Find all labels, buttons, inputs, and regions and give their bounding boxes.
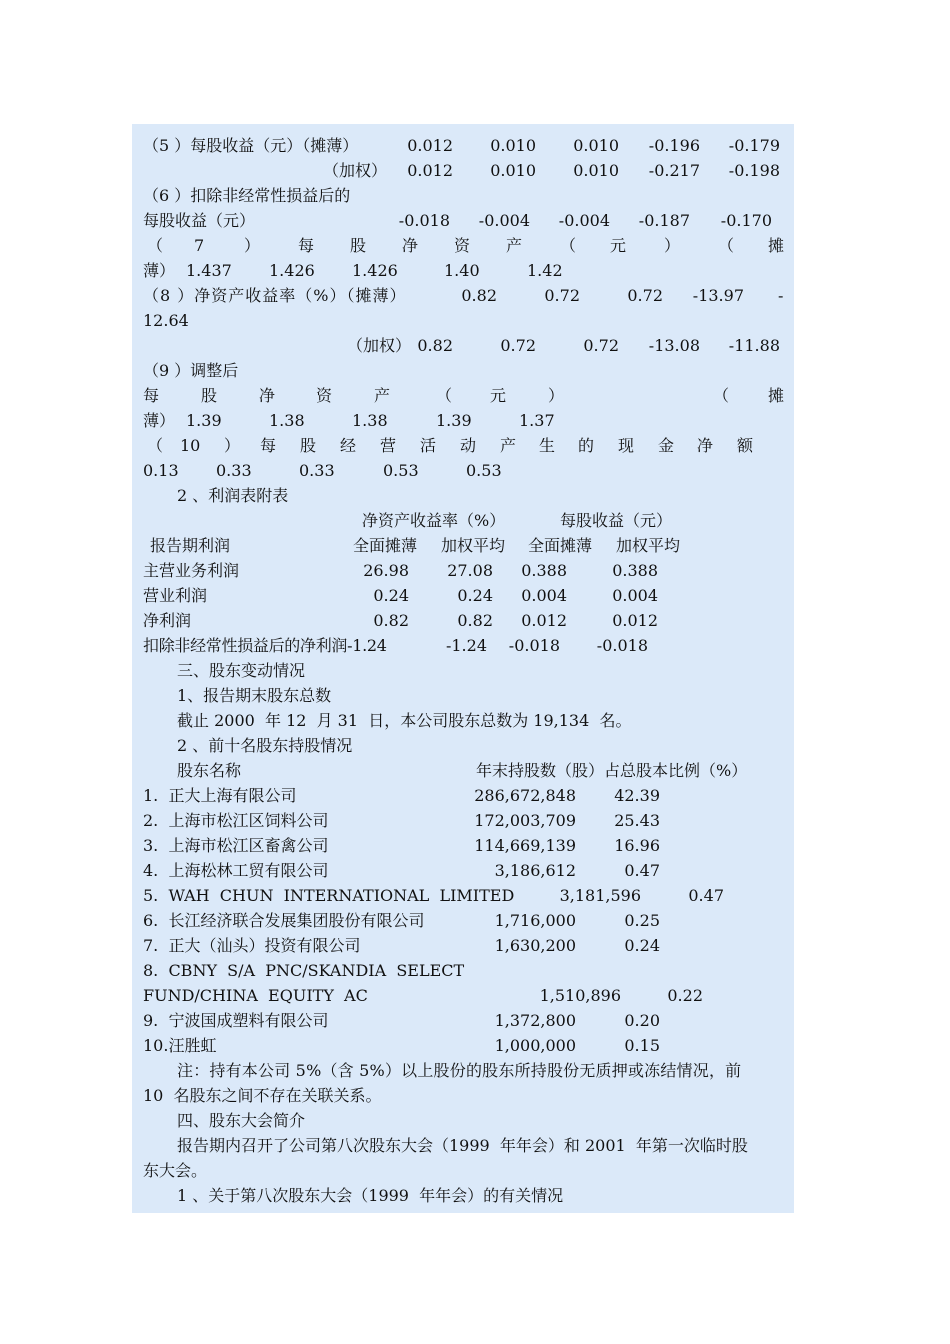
value-cell: 0.72: [544, 286, 580, 305]
item-label: （6 ）扣除非经常性损益后的: [143, 186, 351, 205]
value-cell: -0.170: [720, 211, 772, 230]
justified-char: （: [147, 236, 164, 255]
justified-char: ）: [548, 386, 565, 405]
justified-char: 摊: [768, 236, 785, 255]
value-cell: 0.010: [573, 161, 619, 180]
justified-char: 产: [374, 386, 391, 405]
table-row-label: 扣除非经常性损益后的净利润-1.24: [143, 636, 387, 655]
value-cell: -0.196: [648, 136, 700, 155]
justified-char: 元: [490, 386, 507, 405]
shareholder-pct: 25.43: [614, 811, 660, 830]
justified-char: 7: [194, 236, 205, 255]
table-header: 加权平均: [441, 536, 506, 555]
value-cell: 0.82: [417, 336, 453, 355]
shareholder-name: 3. 上海市松江区畜禽公司: [143, 836, 329, 855]
value-cell: 1.426: [352, 261, 398, 280]
shareholder-pct: 0.47: [624, 861, 660, 880]
value-cell: 1.426: [269, 261, 315, 280]
value-cell: -0.198: [728, 161, 780, 180]
justified-char: ）: [224, 436, 241, 455]
justified-char: 净: [697, 436, 714, 455]
note-paragraph: 10 名股东之间不存在关联关系。: [143, 1086, 382, 1105]
item-label: 每股收益（元）: [143, 211, 256, 230]
shareholder-name: 4. 上海松林工贸有限公司: [143, 861, 329, 880]
table-cell: 0.24: [373, 586, 409, 605]
justified-char: 10: [180, 436, 201, 455]
shareholder-name: 9. 宁波国成塑料有限公司: [143, 1011, 329, 1030]
item-label: （9 ）调整后: [143, 361, 239, 380]
value-cell: 1.38: [352, 411, 388, 430]
value-cell: 0.010: [573, 136, 619, 155]
justified-char: 每: [260, 436, 277, 455]
shareholder-pct: 0.15: [624, 1036, 660, 1055]
justified-char: 生: [539, 436, 556, 455]
shareholder-name: 2. 上海市松江区饲料公司: [143, 811, 329, 830]
table-cell: 0.82: [457, 611, 493, 630]
justified-char: 的: [578, 436, 595, 455]
shareholder-name: 10.汪胜虹: [143, 1036, 217, 1055]
shareholder-shares: 1,000,000: [494, 1036, 576, 1055]
shareholder-shares: 1,510,896: [539, 986, 621, 1005]
table-cell: 27.08: [447, 561, 493, 580]
justified-char: 股: [201, 386, 218, 405]
value-cell: 1.37: [519, 411, 555, 430]
table-header: 报告期利润: [150, 536, 231, 555]
value-cell: 0.72: [583, 336, 619, 355]
value-cell: 1.437: [186, 261, 232, 280]
justified-char: （: [560, 236, 577, 255]
item-label: 薄）: [143, 411, 176, 430]
section-heading: 三、股东变动情况: [177, 661, 306, 680]
value-cell: 1.39: [186, 411, 222, 430]
justified-char: 动: [460, 436, 477, 455]
shareholder-name: 5. WAH CHUN INTERNATIONAL LIMITED: [143, 886, 515, 905]
table-cell: -0.018: [596, 636, 648, 655]
justified-char: 元: [610, 236, 627, 255]
justified-char: ）: [664, 236, 681, 255]
table-cell: -1.24: [445, 636, 487, 655]
value-cell: -0.187: [638, 211, 690, 230]
shareholder-shares: 3,186,612: [494, 861, 576, 880]
value-cell: -0.217: [648, 161, 700, 180]
table-cell: 0.004: [521, 586, 567, 605]
value-cell: -13.08: [648, 336, 700, 355]
justified-char: 经: [340, 436, 357, 455]
justified-char: 股: [350, 236, 367, 255]
justified-char: 每: [298, 236, 315, 255]
table-cell: 0.012: [612, 611, 658, 630]
justified-char: ）: [244, 236, 261, 255]
note-paragraph: 注：持有本公司 5%（含 5%）以上股份的股东所持股份无质押或冻结情况，前: [177, 1061, 742, 1080]
value-cell: 0.010: [490, 161, 536, 180]
justified-char: 每: [143, 386, 160, 405]
shareholder-shares: 1,372,800: [494, 1011, 576, 1030]
value-cell: -0.004: [558, 211, 610, 230]
table-cell: 0.24: [457, 586, 493, 605]
justified-char: 净: [402, 236, 419, 255]
shareholder-pct: 0.20: [624, 1011, 660, 1030]
value-cell: 0.33: [299, 461, 335, 480]
subsection-heading: 1 、关于第八次股东大会（1999 年年会）的有关情况: [177, 1186, 564, 1205]
section-heading: 四、股东大会简介: [177, 1111, 306, 1130]
section-heading: 2 、利润表附表: [177, 486, 289, 505]
table-row-label: 净利润: [143, 611, 192, 630]
justified-char: 资: [316, 386, 333, 405]
value-cell: -0.018: [398, 211, 450, 230]
value-cell: -11.88: [728, 336, 780, 355]
table-cell: 0.388: [612, 561, 658, 580]
justified-char: （: [713, 386, 730, 405]
paragraph: 东大会。: [143, 1161, 208, 1180]
shareholder-name: 1. 正大上海有限公司: [143, 786, 297, 805]
table-cell: -0.018: [508, 636, 560, 655]
table-cell: 0.012: [521, 611, 567, 630]
table-row-label: 营业利润: [143, 586, 208, 605]
shareholder-name: 6. 长江经济联合发展集团股份有限公司: [143, 911, 425, 930]
shareholder-pct: 16.96: [614, 836, 660, 855]
shareholder-shares: 286,672,848: [474, 786, 576, 805]
justified-char: 产: [500, 436, 517, 455]
paragraph: 截止 2000 年 12 月 31 日，本公司股东总数为 19,134 名。: [177, 711, 632, 730]
shareholder-name: 8. CBNY S/A PNC/SKANDIA SELECT: [143, 961, 465, 980]
eps-diluted-label: （5 ）每股收益（元）（摊薄）: [143, 136, 359, 155]
table-header: 每股收益（元）: [560, 511, 673, 530]
value-cell: 0.82: [461, 286, 497, 305]
justified-char: 净: [259, 386, 276, 405]
value-cell: 0.33: [216, 461, 252, 480]
roe-diluted-label: （8 ）净资产收益率（%）（摊薄）: [143, 286, 407, 305]
shareholder-shares: 114,669,139: [474, 836, 576, 855]
value-cell: 12.64: [143, 311, 189, 330]
shareholder-shares: 172,003,709: [474, 811, 576, 830]
justified-char: 活: [420, 436, 437, 455]
justified-char: （: [436, 386, 453, 405]
value-cell: 1.39: [436, 411, 472, 430]
table-cell: 0.004: [612, 586, 658, 605]
item-label: 薄）: [143, 261, 176, 280]
justified-char: 产: [506, 236, 523, 255]
justified-char: 股: [300, 436, 317, 455]
shareholder-shares: 1,716,000: [494, 911, 576, 930]
table-header: 全面摊薄: [528, 536, 593, 555]
value-cell: -0.179: [728, 136, 780, 155]
value-cell: 0.53: [466, 461, 502, 480]
shareholder-pct: 0.24: [624, 936, 660, 955]
value-cell: 0.53: [383, 461, 419, 480]
justified-char: （: [147, 436, 164, 455]
subsection-heading: 1、报告期末股东总数: [177, 686, 332, 705]
value-cell: 0.012: [407, 161, 453, 180]
value-cell: -: [778, 286, 784, 305]
justified-char: 资: [454, 236, 471, 255]
justified-char: 额: [737, 436, 754, 455]
weighted-label: （加权）: [323, 161, 388, 180]
table-cell: 26.98: [363, 561, 409, 580]
shareholder-pct: 0.25: [624, 911, 660, 930]
justified-char: 金: [658, 436, 675, 455]
value-cell: 1.40: [444, 261, 480, 280]
table-header: 全面摊薄: [353, 536, 418, 555]
subsection-heading: 2 、前十名股东持股情况: [177, 736, 353, 755]
shareholder-pct: 42.39: [614, 786, 660, 805]
value-cell: 0.13: [143, 461, 179, 480]
value-cell: -0.004: [478, 211, 530, 230]
table-header: 股东名称: [177, 761, 242, 780]
value-cell: 0.72: [627, 286, 663, 305]
table-header: 净资产收益率（%）: [362, 511, 506, 530]
paragraph: 报告期内召开了公司第八次股东大会（1999 年年会）和 2001 年第一次临时股: [177, 1136, 748, 1155]
justified-char: （: [718, 236, 735, 255]
justified-char: 摊: [768, 386, 785, 405]
table-row-label: 主营业务利润: [143, 561, 240, 580]
value-cell: 1.42: [527, 261, 563, 280]
justified-char: 营: [380, 436, 397, 455]
shareholder-shares: 1,630,200: [494, 936, 576, 955]
value-cell: 0.72: [500, 336, 536, 355]
shareholder-pct: 0.47: [688, 886, 724, 905]
table-cell: 0.82: [373, 611, 409, 630]
shareholder-shares: 3,181,596: [559, 886, 641, 905]
value-cell: 0.010: [490, 136, 536, 155]
value-cell: 1.38: [269, 411, 305, 430]
table-cell: 0.388: [521, 561, 567, 580]
weighted-label: （加权）: [347, 336, 412, 355]
shareholder-pct: 0.22: [667, 986, 703, 1005]
value-cell: 0.012: [407, 136, 453, 155]
shareholder-name-continued: FUND/CHINA EQUITY AC: [143, 986, 368, 1005]
table-header: 加权平均: [616, 536, 681, 555]
justified-char: 现: [618, 436, 635, 455]
table-header: 年末持股数（股）占总股本比例（%）: [476, 761, 748, 780]
shareholder-name: 7. 正大（汕头）投资有限公司: [143, 936, 361, 955]
value-cell: -13.97: [692, 286, 744, 305]
